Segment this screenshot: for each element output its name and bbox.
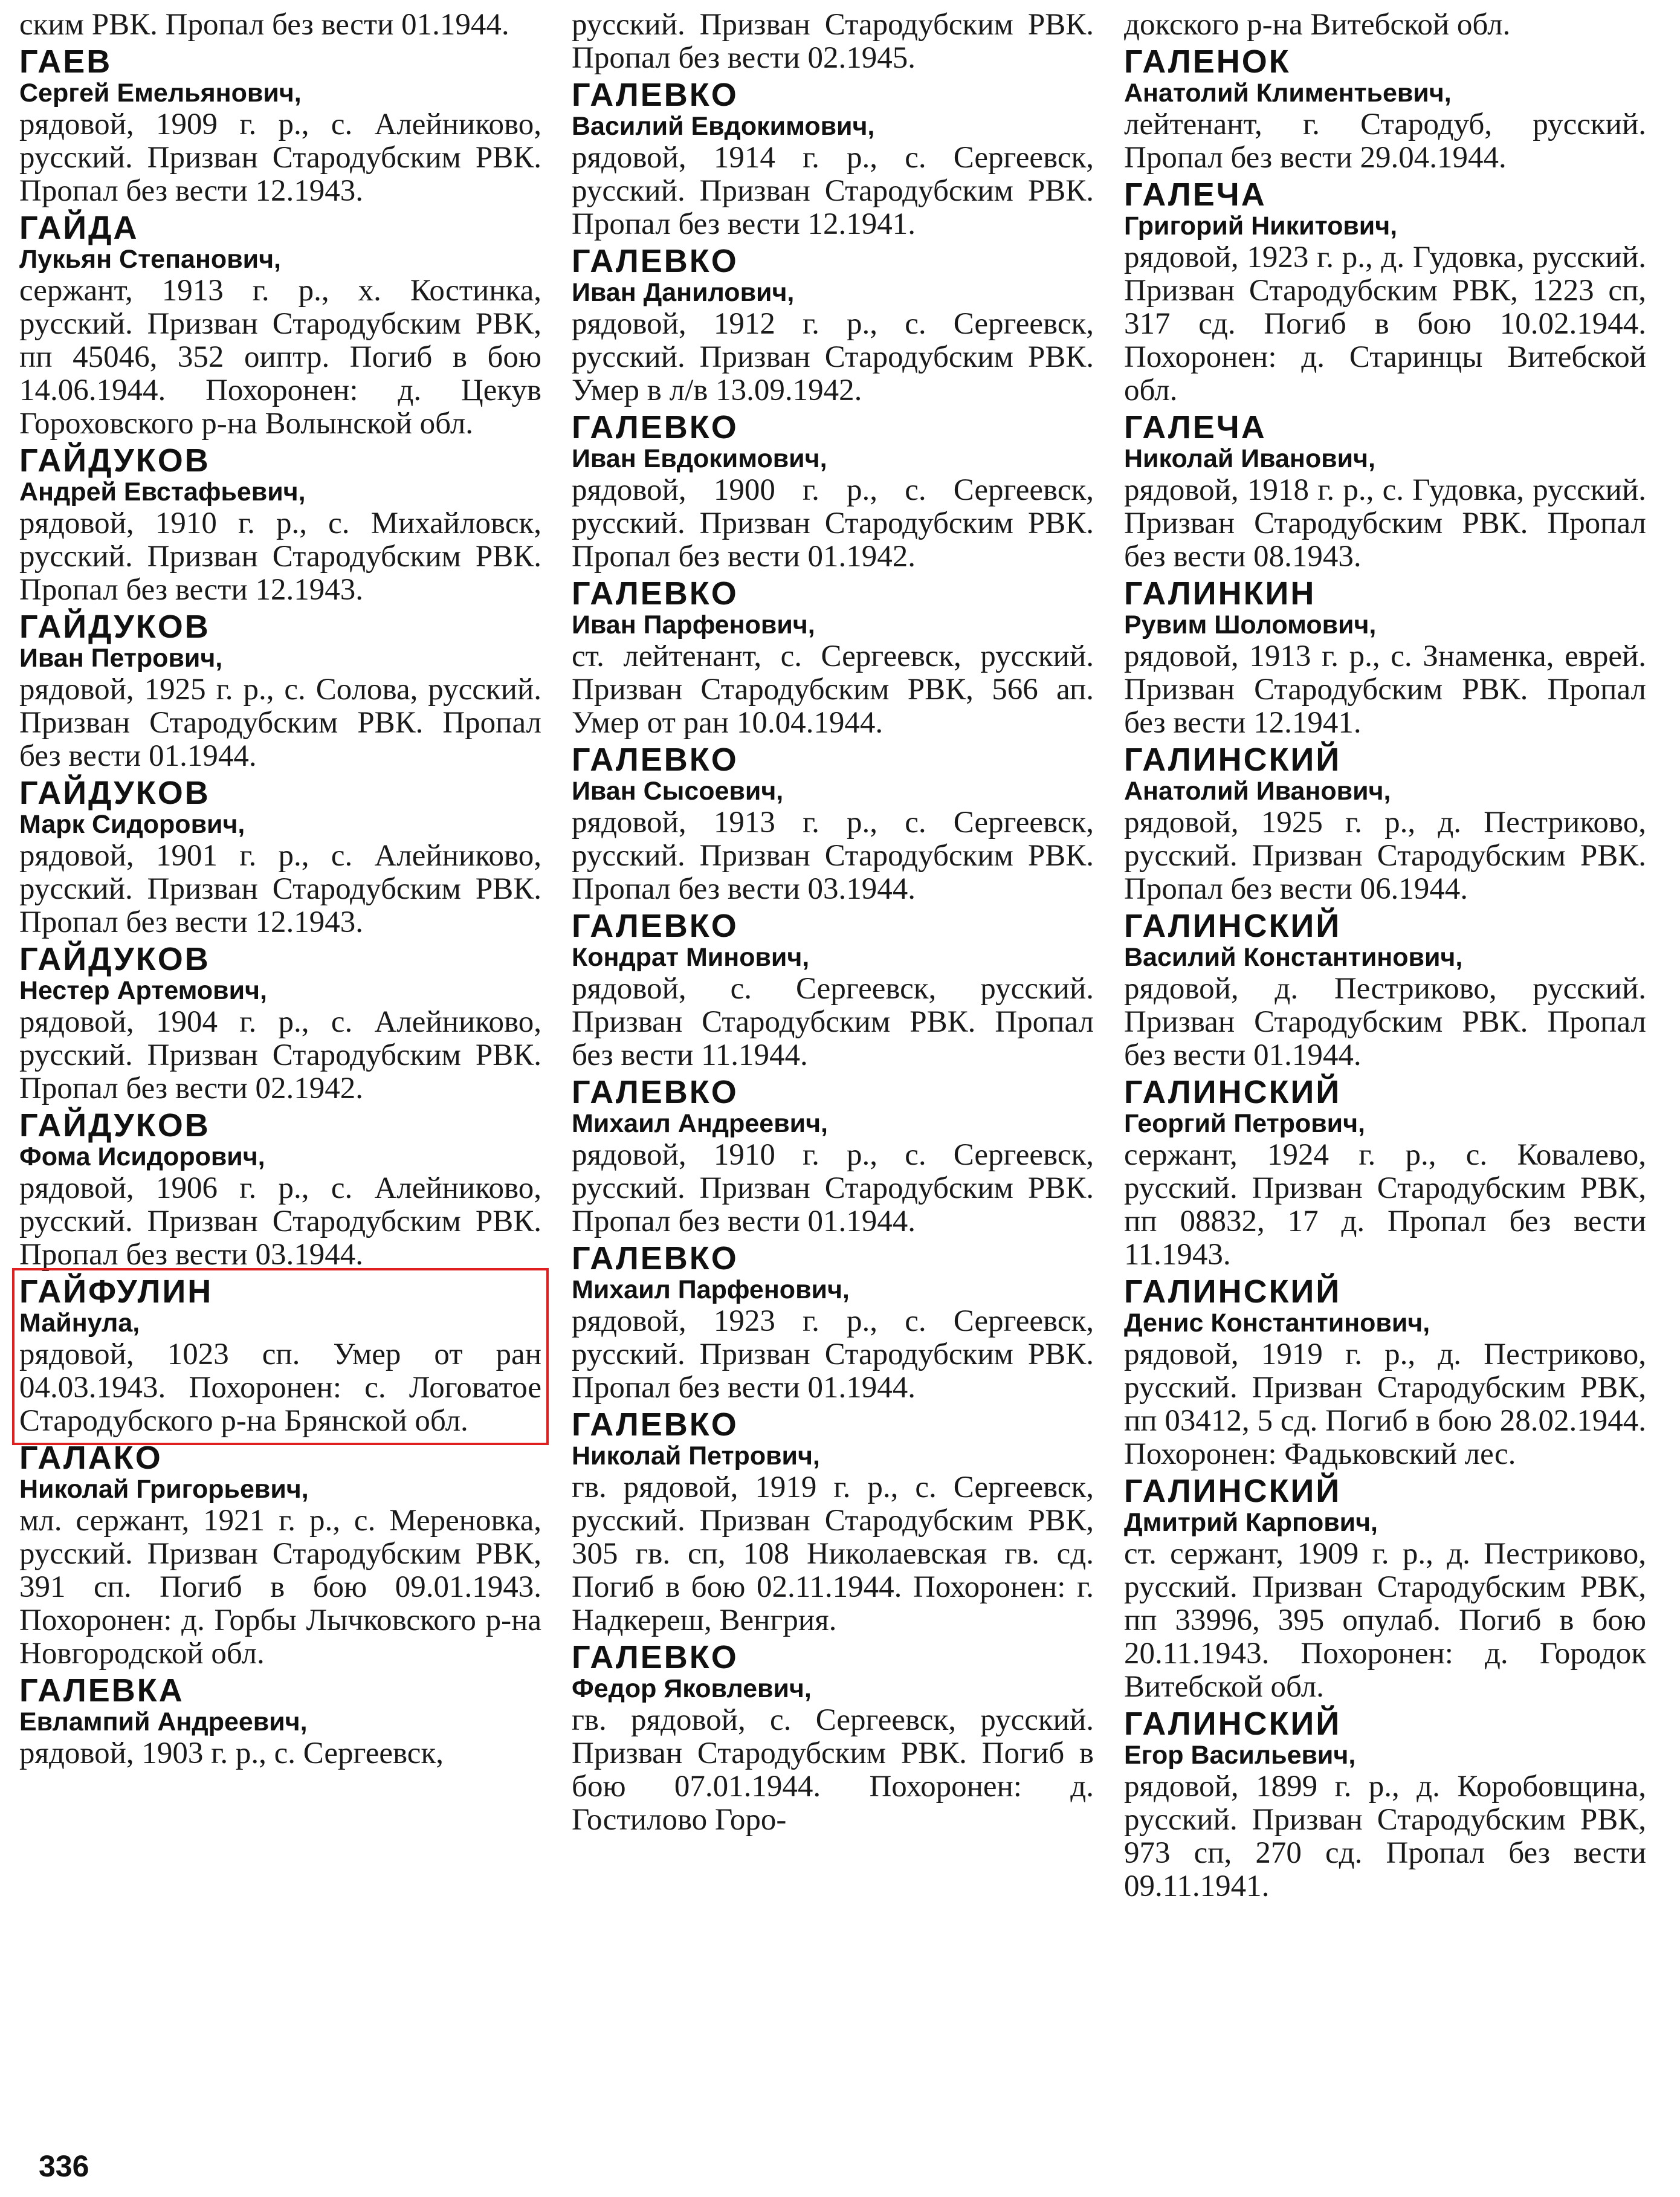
column-middle — [572, 8, 1094, 1840]
entry-text: рядовой, 1903 г. р., с. Сергеевск, — [19, 1736, 444, 1770]
entry — [572, 1076, 1094, 1238]
entry-given-name: Нестер Артемович, — [19, 976, 267, 1005]
entry-surname: ГАЛАКО — [19, 1440, 163, 1476]
entry-surname: ГАЛЕВКО — [572, 77, 738, 113]
entry-surname: ГАЕВ — [19, 44, 112, 80]
entry-text: рядовой, 1910 г. р., с. Сергеевск, русский. Призван Стародубским РВК. Пропал без вести 01.1944. — [572, 1138, 1094, 1238]
entry — [1124, 577, 1646, 740]
entry-given-name: Евлампий Андреевич, — [19, 1707, 308, 1736]
entry-text: мл. сержант, 1921 г. р., с. Мереновка, русский. Призван Стародубским РВК, 391 сп. Погиб в бою 09.01.1943. Похоронен: д. Горбы Лычковского р-на Новгородской обл. — [19, 1504, 541, 1671]
entry-surname: ГАЙДУКОВ — [19, 941, 210, 977]
entry-surname: ГАЛЕВКО — [572, 575, 738, 612]
entry-text: гв. рядовой, 1919 г. р., с. Сергеевск, русский. Призван Стародубским РВК, 305 гв. сп, 108 Николаевская гв. сд. Погиб в бою 02.11.1944. Похоронен: г. Надкереш, Венгрия. — [572, 1471, 1094, 1637]
entry-surname: ГАЛЕВКО — [572, 1074, 738, 1110]
entry — [1124, 1475, 1646, 1704]
entry — [19, 943, 541, 1105]
entry-text: рядовой, 1899 г. р., д. Коробовщина, русский. Призван Стародубским РВК, 973 сп, 270 сд. Пропал без вести 09.11.1941. — [1124, 1770, 1646, 1903]
entry-surname: ГАЛИНСКИЙ — [1124, 1273, 1342, 1310]
entry — [572, 577, 1094, 740]
entry-given-name: Денис Константинович, — [1124, 1309, 1430, 1338]
entry — [572, 1242, 1094, 1405]
entry — [572, 1641, 1094, 1837]
entry-given-name: Кондрат Минович, — [572, 943, 810, 972]
entry-surname: ГАЙДА — [19, 210, 139, 246]
entry-given-name: Николай Иванович, — [1124, 444, 1375, 473]
entry-surname: ГАЛИНСКИЙ — [1124, 908, 1342, 944]
entry-text: ским РВК. Пропал без вести 01.1944. — [19, 8, 509, 42]
entry-given-name: Марк Сидорович, — [19, 810, 245, 839]
entry-text: ст. сержант, 1909 г. р., д. Пестриково, русский. Призван Стародубским РВК, пп 33996, 395 опулаб. Погиб в бою 20.11.1943. Похоронен: д. Городок Витебской обл. — [1124, 1537, 1646, 1704]
entry — [19, 444, 541, 607]
entry-surname: ГАЛЕВКО — [572, 1406, 738, 1443]
entry-text: рядовой, 1925 г. р., с. Солова, русский. Призван Стародубским РВК. Пропал без вести 01.1944. — [19, 673, 541, 773]
entry-given-name: Иван Евдокимович, — [572, 444, 827, 473]
entry-given-name: Николай Петрович, — [572, 1441, 820, 1471]
entry-surname: ГАЛЕВКА — [19, 1672, 184, 1709]
entry-text: сержант, 1913 г. р., х. Костинка, русский. Призван Стародубским РВК, пп 45046, 352 оиптр. Погиб в бою 14.06.1944. Похоронен: д. Цекув Гороховского р-на Волынской обл. — [19, 274, 541, 441]
entry — [1124, 743, 1646, 906]
entry-given-name: Михаил Андреевич, — [572, 1109, 828, 1138]
entry-surname: ГАЙДУКОВ — [19, 1107, 210, 1144]
entry — [19, 1674, 541, 1770]
entry — [19, 777, 541, 939]
entry-text: гв. рядовой, с. Сергеевск, русский. Призван Стародубским РВК. Погиб в бою 07.01.1944. Похоронен: д. Гостилово Горо- — [572, 1703, 1094, 1837]
entry-surname: ГАЙДУКОВ — [19, 775, 210, 811]
entry-surname: ГАЛЕЧА — [1124, 176, 1267, 213]
column-left — [19, 8, 541, 1774]
highlighted-entry — [19, 1275, 541, 1438]
entry — [19, 45, 541, 208]
entry-surname: ГАЛЕВКО — [572, 1240, 738, 1276]
entry-text: рядовой, 1925 г. р., д. Пестриково, русский. Призван Стародубским РВК. Пропал без вести 06.1944. — [1124, 806, 1646, 906]
entry-given-name: Георгий Петрович, — [1124, 1109, 1365, 1138]
page-number: 336 — [39, 2149, 89, 2183]
continued-entry — [1124, 8, 1646, 42]
entry — [1124, 45, 1646, 175]
entry-text: рядовой, 1923 г. р., д. Гудовка, русский. Призван Стародубским РВК, 1223 сп, 317 сд. Погиб в бою 10.02.1944. Похоронен: д. Старинцы Витебской обл. — [1124, 241, 1646, 407]
entry — [572, 1408, 1094, 1637]
entry-text: рядовой, 1919 г. р., д. Пестриково, русский. Призван Стародубским РВК, пп 03412, 5 сд. Погиб в бою 28.02.1944. Похоронен: Фадьковский лес. — [1124, 1338, 1646, 1471]
entry-surname: ГАЛЕВКО — [572, 908, 738, 944]
entry-surname: ГАЛЕЧА — [1124, 409, 1267, 445]
entry-surname: ГАЙДУКОВ — [19, 609, 210, 645]
entry — [572, 245, 1094, 407]
entry — [572, 910, 1094, 1072]
entry-given-name: Федор Яковлевич, — [572, 1674, 812, 1703]
entry-text: рядовой, д. Пестриково, русский. Призван Стародубским РВК. Пропал без вести 01.1944. — [1124, 972, 1646, 1072]
entry — [572, 743, 1094, 906]
continued-entry — [572, 8, 1094, 75]
entry-text: ст. лейтенант, с. Сергеевск, русский. Призван Стародубским РВК, 566 ап. Умер от ран 10.04.1944. — [572, 639, 1094, 740]
entry-text: рядовой, 1901 г. р., с. Алейниково, русский. Призван Стародубским РВК. Пропал без вести 12.1943. — [19, 839, 541, 939]
entry-given-name: Сергей Емельянович, — [19, 79, 302, 108]
entry-text: рядовой, 1913 г. р., с. Сергеевск, русский. Призван Стародубским РВК. Пропал без вести 03.1944. — [572, 806, 1094, 906]
entry-text: русский. Призван Стародубским РВК. Пропал без вести 02.1945. — [572, 8, 1094, 75]
entry-surname: ГАЛИНСКИЙ — [1124, 1706, 1342, 1742]
entry-text: рядовой, с. Сергеевск, русский. Призван Стародубским РВК. Пропал без вести 11.1944. — [572, 972, 1094, 1072]
entry-text: лейтенант, г. Стародуб, русский. Пропал без вести 29.04.1944. — [1124, 108, 1646, 175]
entry-given-name: Николай Григорьевич, — [19, 1475, 309, 1504]
entry-given-name: Анатолий Иванович, — [1124, 777, 1391, 806]
entry-surname: ГАЛЕВКО — [572, 742, 738, 778]
entry — [19, 212, 541, 441]
entry-given-name: Егор Васильевич, — [1124, 1741, 1356, 1770]
entry — [1124, 178, 1646, 407]
entry-text: сержант, 1924 г. р., с. Ковалево, русский. Призван Стародубским РВК, пп 08832, 17 д. Пропал без вести 11.1943. — [1124, 1138, 1646, 1272]
entry-text: рядовой, 1900 г. р., с. Сергеевск, русский. Призван Стародубским РВК. Пропал без вести 01.1942. — [572, 473, 1094, 574]
entry — [1124, 1707, 1646, 1903]
entry — [572, 79, 1094, 241]
entry-text: рядовой, 1904 г. р., с. Алейниково, русский. Призван Стародубским РВК. Пропал без вести 02.1942. — [19, 1005, 541, 1105]
entry — [19, 610, 541, 773]
entry-surname: ГАЛИНСКИЙ — [1124, 1074, 1342, 1110]
entry-given-name: Майнула, — [19, 1309, 140, 1338]
entry-text: рядовой, 1909 г. р., с. Алейниково, русский. Призван Стародубским РВК. Пропал без вести 12.1943. — [19, 108, 541, 208]
entry-text: рядовой, 1923 г. р., с. Сергеевск, русский. Призван Стародубским РВК. Пропал без вести 01.1944. — [572, 1304, 1094, 1405]
entry-given-name: Иван Данилович, — [572, 278, 795, 307]
entry — [19, 1441, 541, 1671]
continued-entry — [19, 8, 541, 42]
entry — [1124, 411, 1646, 574]
entry-text: докского р-на Витебской обл. — [1124, 8, 1511, 42]
entry-given-name: Григорий Никитович, — [1124, 212, 1398, 241]
entry-given-name: Дмитрий Карпович, — [1124, 1508, 1378, 1537]
entry-text: рядовой, 1906 г. р., с. Алейниково, русский. Призван Стародубским РВК. Пропал без вести 03.1944. — [19, 1171, 541, 1272]
entry — [19, 1109, 541, 1272]
entry-given-name: Василий Евдокимович, — [572, 112, 875, 141]
entry-text: рядовой, 1918 г. р., с. Гудовка, русский. Призван Стародубским РВК. Пропал без вести 08.1943. — [1124, 473, 1646, 574]
entry — [1124, 910, 1646, 1072]
entry-text: рядовой, 1023 сп. Умер от ран 04.03.1943. Похоронен: с. Логоватое Стародубского р-на Брянской обл. — [19, 1338, 541, 1438]
column-right — [1124, 8, 1646, 1907]
entry-text: рядовой, 1910 г. р., с. Михайловск, русский. Призван Стародубским РВК. Пропал без вести 12.1943. — [19, 506, 541, 607]
entry-given-name: Василий Константинович, — [1124, 943, 1463, 972]
entry-surname: ГАЙФУЛИН — [19, 1273, 213, 1310]
entry-text: рядовой, 1912 г. р., с. Сергеевск, русский. Призван Стародубским РВК. Умер в л/в 13.09.1942. — [572, 307, 1094, 407]
entry-given-name: Иван Сысоевич, — [572, 777, 784, 806]
entry — [1124, 1076, 1646, 1272]
entry-given-name: Фома Исидорович, — [19, 1142, 265, 1171]
entry-given-name: Анатолий Климентьевич, — [1124, 79, 1452, 108]
entry-text: рядовой, 1914 г. р., с. Сергеевск, русский. Призван Стародубским РВК. Пропал без вести 12.1941. — [572, 141, 1094, 241]
entry-given-name: Андрей Евстафьевич, — [19, 477, 306, 506]
entry-given-name: Михаил Парфенович, — [572, 1275, 850, 1304]
entry-surname: ГАЛИНСКИЙ — [1124, 742, 1342, 778]
entry-surname: ГАЛЕВКО — [572, 1639, 738, 1675]
entry-given-name: Лукьян Степанович, — [19, 245, 281, 274]
entry-surname: ГАЛИНКИН — [1124, 575, 1316, 612]
entry-surname: ГАЛИНСКИЙ — [1124, 1473, 1342, 1509]
entry — [1124, 1275, 1646, 1471]
entry — [572, 411, 1094, 574]
entry-text: рядовой, 1913 г. р., с. Знаменка, еврей. Призван Стародубским РВК. Пропал без вести 12.1941. — [1124, 639, 1646, 740]
entry-surname: ГАЙДУКОВ — [19, 442, 210, 479]
entry-given-name: Иван Парфенович, — [572, 610, 815, 639]
entry-given-name: Рувим Шоломович, — [1124, 610, 1377, 639]
entry-surname: ГАЛЕВКО — [572, 409, 738, 445]
entry-surname: ГАЛЕНОК — [1124, 44, 1291, 80]
entry-surname: ГАЛЕВКО — [572, 243, 738, 279]
entry-given-name: Иван Петрович, — [19, 644, 223, 673]
